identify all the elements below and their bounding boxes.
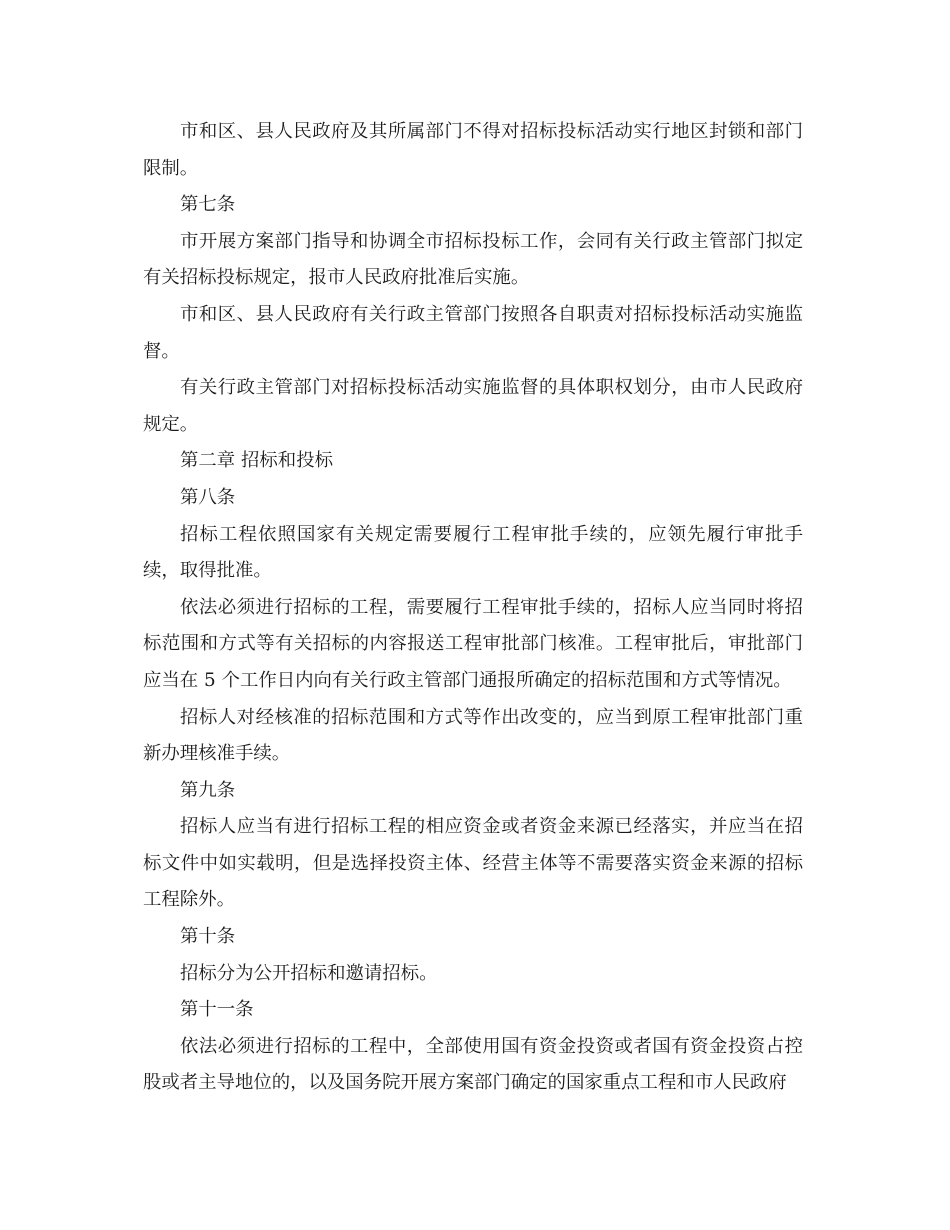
paragraph: 招标人应当有进行招标工程的相应资金或者资金来源已经落实，并应当在招标文件中如实载明，但是选择投资主体、经营主体等不需要落实资金来源的招标工程除外。: [143, 816, 803, 911]
document-body: [143, 114, 803, 1102]
paragraph: 招标工程依照国家有关规定需要履行工程审批手续的，应领先履行审批手续，取得批准。: [143, 523, 803, 582]
paragraph: 市和区、县人民政府有关行政主管部门按照各自职责对招标投标活动实施监督。: [143, 303, 803, 362]
paragraph: 市和区、县人民政府及其所属部门不得对招标投标活动实行地区封锁和部门限制。: [143, 121, 803, 179]
paragraph: 依法必须进行招标的工程，需要履行工程审批手续的，招标人应当同时将招标范围和方式等有关招标的内容报送工程审批部门核准。工程审批后，审批部门应当在 5 个工作日内向有关行政主管部门通报所确定的招标范围和方式等情况。: [143, 596, 803, 691]
paragraph: 依法必须进行招标的工程中，全部使用国有资金投资或者国有资金投资占控股或者主导地位的，以及国务院开展方案部门确定的国家重点工程和市人民政府: [143, 1035, 803, 1094]
paragraph: 市开展方案部门指导和协调全市招标投标工作，会同有关行政主管部门拟定有关招标投标规定，报市人民政府批准后实施。: [143, 230, 803, 289]
article-heading: 第七条: [180, 194, 236, 216]
chapter-heading: 第二章 招标和投标: [180, 450, 333, 472]
paragraph: 招标分为公开招标和邀请招标。: [180, 962, 438, 984]
article-heading: 第十条: [180, 926, 236, 948]
paragraph: 有关行政主管部门对招标投标活动实施监督的具体职权划分，由市人民政府规定。: [143, 377, 803, 435]
paragraph: 招标人对经核准的招标范围和方式等作出改变的，应当到原工程审批部门重新办理核准手续。: [143, 706, 803, 765]
article-heading: 第九条: [180, 779, 236, 801]
article-heading: 第十一条: [180, 999, 254, 1021]
article-heading: 第八条: [180, 486, 236, 508]
